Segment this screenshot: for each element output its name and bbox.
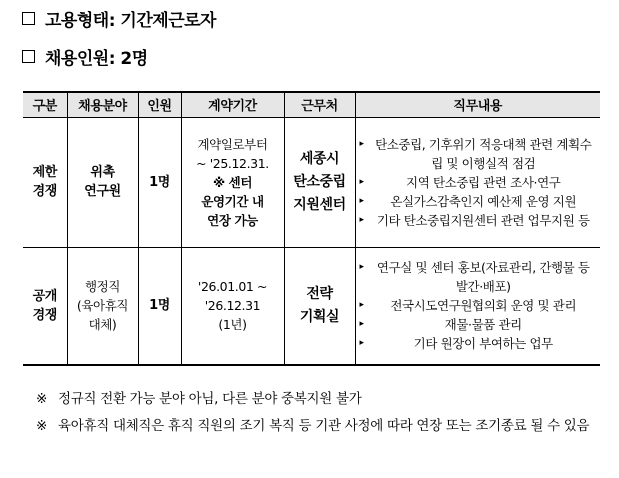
- row1-field-line: 위촉: [90, 165, 115, 180]
- list-item: ▸ 연구실 및 센터 홍보(자료관리, 간행물 등 발간·배포): [360, 258, 597, 296]
- row2-workplace-line: 기획실: [299, 308, 340, 325]
- row2-field-sub-line: 대체): [88, 317, 117, 333]
- row2-field-title: 행정직: [84, 279, 121, 295]
- list-item: ▸ 온실가스감축인지 예산제 운영 지원: [360, 192, 597, 211]
- header-workplace: 근무처: [284, 92, 355, 117]
- note-text: 정규직 전환 가능 분야 아님, 다른 분야 중복지원 불가: [58, 391, 362, 407]
- row2-workplace-line: 전략: [306, 285, 333, 302]
- table-header-row: [23, 92, 600, 117]
- header-duties: 직무내용: [355, 92, 600, 117]
- header-count: 인원: [138, 92, 181, 117]
- recruitment-table: [23, 91, 600, 366]
- table-row: [23, 247, 600, 365]
- header-period: 계약기간: [181, 92, 284, 117]
- row2-period: [181, 247, 284, 365]
- row2-period-line: (1년): [218, 317, 247, 333]
- note-text: 육아휴직 대체직은 휴직 직원의 조기 복직 등 기관 사정에 따라 연장 또는 조기종료 될 수 있음: [58, 418, 590, 434]
- row1-workplace-line: 세종시: [299, 150, 340, 167]
- note-mark: ※: [36, 391, 48, 407]
- row2-duties: [355, 247, 600, 365]
- row2-workplace: [284, 247, 355, 365]
- row1-field-line: 연구원: [84, 184, 121, 199]
- row1-workplace: [284, 117, 355, 247]
- employment-type-value: 기간제근로자: [120, 11, 216, 31]
- list-item: ▸ 기타 원장이 부여하는 업무: [360, 334, 597, 353]
- row1-workplace-line: 탄소중립: [293, 173, 346, 190]
- row1-category: [23, 117, 67, 247]
- row1-period: [181, 117, 284, 247]
- row1-workplace-line: 지원센터: [293, 196, 346, 213]
- row1-count: 1명: [138, 117, 181, 247]
- checkbox-square-icon: [22, 12, 35, 25]
- row1-period-note-line: 운영기간 내: [201, 193, 264, 209]
- row1-period-line: ~ '25.12.31.: [196, 155, 269, 171]
- row2-count: 1명: [138, 247, 181, 365]
- row1-period-note-line: 연장 가능: [207, 212, 258, 228]
- note-mark: ※: [36, 418, 48, 434]
- table-row: [23, 117, 600, 247]
- note-item: [36, 413, 611, 440]
- list-item: ▸ 탄소중립, 기후위기 적응대책 관련 계획수립 및 이행실적 점검: [360, 135, 597, 173]
- notes-section: [36, 386, 611, 440]
- row1-period-line: 계약일로부터: [197, 136, 268, 152]
- row2-period-line: '26.01.01 ~: [197, 279, 268, 295]
- list-item: ▸ 기타 탄소중립지원센터 관련 업무지원 등: [360, 211, 597, 230]
- headcount-value: 2명: [120, 49, 148, 69]
- row1-duties-list: [360, 135, 597, 230]
- row1-field: [67, 117, 138, 247]
- row2-duties-list: [360, 258, 597, 353]
- list-item: ▸ 지역 탄소중립 관련 조사·연구: [360, 173, 597, 192]
- row1-category-line: 제한: [32, 165, 57, 180]
- row2-period-line: '26.12.31: [204, 298, 261, 314]
- row2-field: [67, 247, 138, 365]
- headcount-heading: [22, 44, 148, 69]
- row1-duties: [355, 117, 600, 247]
- row2-category: [23, 247, 67, 365]
- row1-period-note-line: ※ 센터: [212, 174, 253, 190]
- header-category: 구분: [23, 92, 67, 117]
- header-field: 채용분야: [67, 92, 138, 117]
- row2-category-line: 경쟁: [32, 307, 57, 323]
- list-item: ▸ 재물·물품 관리: [360, 315, 597, 334]
- row1-category-line: 경쟁: [32, 184, 57, 199]
- employment-type-heading: [22, 6, 216, 31]
- list-item: ▸ 전국시도연구원협의회 운영 및 관리: [360, 296, 597, 315]
- employment-type-label: 고용형태:: [45, 11, 115, 31]
- row2-field-sub-line: (육아휴직: [76, 298, 129, 314]
- headcount-label: 채용인원:: [45, 49, 115, 69]
- checkbox-square-icon: [22, 50, 35, 63]
- row2-category-line: 공개: [32, 288, 57, 304]
- note-item: [36, 386, 611, 413]
